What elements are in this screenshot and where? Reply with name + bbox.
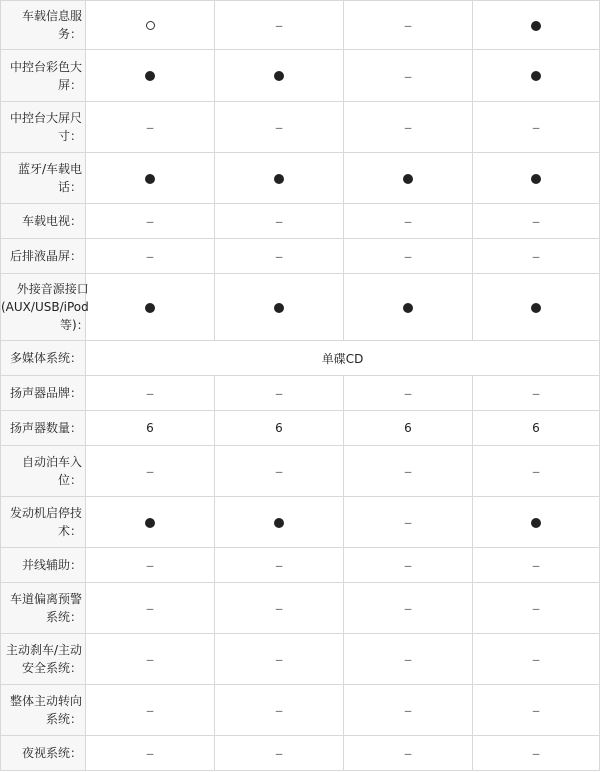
- row-label: [1, 50, 86, 102]
- none-dash: –: [275, 121, 283, 134]
- value-cell: [344, 583, 473, 634]
- standard-dot-icon: [145, 71, 155, 81]
- none-dash: –: [146, 653, 154, 666]
- merged-value-cell: [86, 341, 600, 376]
- none-dash: –: [146, 215, 154, 228]
- row-label-text: 多媒体系统：: [9, 351, 82, 365]
- value-cell: [215, 239, 344, 274]
- value-cell: [86, 1, 215, 50]
- value-cell: [344, 497, 473, 548]
- value-cell: [86, 548, 215, 583]
- value-text: 6: [146, 421, 154, 435]
- none-dash: –: [146, 121, 154, 134]
- value-cell: [344, 153, 473, 204]
- value-cell: [215, 685, 344, 736]
- value-cell: [473, 634, 600, 685]
- value-cell: [344, 1, 473, 50]
- table-row: [1, 634, 600, 685]
- row-label: [1, 411, 86, 446]
- row-label-text: 并线辅助：: [21, 558, 82, 572]
- none-dash: –: [275, 387, 283, 400]
- standard-dot-icon: [531, 21, 541, 31]
- none-dash: –: [404, 250, 412, 263]
- row-label: [1, 634, 86, 685]
- value-cell: [86, 50, 215, 102]
- value-cell: [473, 153, 600, 204]
- row-label-text: 整体主动转向系统：: [9, 694, 82, 726]
- none-dash: –: [532, 704, 540, 717]
- none-dash: –: [404, 747, 412, 760]
- value-cell: [86, 376, 215, 411]
- row-label: [1, 548, 86, 583]
- value-text: 6: [532, 421, 540, 435]
- none-dash: –: [532, 387, 540, 400]
- value-cell: [86, 446, 215, 497]
- value-cell: [215, 1, 344, 50]
- row-label: [1, 376, 86, 411]
- value-cell: [86, 685, 215, 736]
- none-dash: –: [275, 19, 283, 32]
- row-label-text: 车载信息服务：: [21, 9, 82, 41]
- value-cell: [473, 736, 600, 771]
- none-dash: –: [404, 653, 412, 666]
- value-cell: [86, 736, 215, 771]
- value-cell: [86, 634, 215, 685]
- value-cell: [344, 446, 473, 497]
- value-cell: [344, 685, 473, 736]
- value-cell: [473, 497, 600, 548]
- table-row: [1, 736, 600, 771]
- table-row: [1, 50, 600, 102]
- standard-dot-icon: [274, 174, 284, 184]
- row-label-text: 中控台彩色大屏：: [9, 59, 82, 92]
- optional-circle-icon: [146, 21, 155, 30]
- table-row: [1, 102, 600, 153]
- standard-dot-icon: [274, 71, 284, 81]
- value-cell: [215, 274, 344, 341]
- standard-dot-icon: [145, 174, 155, 184]
- none-dash: –: [404, 387, 412, 400]
- row-label-text: 发动机启停技术：: [9, 506, 82, 538]
- spec-table-body: [1, 1, 600, 771]
- none-dash: –: [404, 215, 412, 228]
- value-cell: [344, 736, 473, 771]
- value-cell: [344, 239, 473, 274]
- value-cell: [215, 634, 344, 685]
- none-dash: –: [146, 747, 154, 760]
- value-cell: [473, 102, 600, 153]
- row-label: [1, 204, 86, 239]
- table-row: [1, 204, 600, 239]
- value-cell: [215, 548, 344, 583]
- none-dash: –: [275, 215, 283, 228]
- value-cell: [473, 685, 600, 736]
- value-cell: [344, 634, 473, 685]
- table-row: [1, 583, 600, 634]
- row-label-text: 自动泊车入位：: [21, 455, 82, 487]
- value-cell: [473, 376, 600, 411]
- none-dash: –: [275, 704, 283, 717]
- row-label-text: 外接音源接口(AUX/USB/iPod等)：: [1, 282, 89, 332]
- none-dash: –: [532, 121, 540, 134]
- merged-value-text: 单碟CD: [321, 351, 364, 366]
- value-cell: [473, 446, 600, 497]
- row-label: [1, 446, 86, 497]
- row-label-text: 夜视系统：: [21, 746, 82, 760]
- standard-dot-icon: [274, 518, 284, 528]
- none-dash: –: [404, 704, 412, 717]
- row-label-text: 车载电视：: [21, 214, 82, 228]
- table-row: [1, 376, 600, 411]
- table-row: [1, 274, 600, 341]
- value-cell: [215, 376, 344, 411]
- none-dash: –: [146, 559, 154, 572]
- value-cell: [473, 583, 600, 634]
- none-dash: –: [532, 559, 540, 572]
- standard-dot-icon: [274, 303, 284, 313]
- none-dash: –: [404, 121, 412, 134]
- row-label-text: 扬声器品牌：: [9, 386, 82, 400]
- none-dash: –: [146, 250, 154, 263]
- none-dash: –: [404, 19, 412, 32]
- none-dash: –: [532, 653, 540, 666]
- value-cell: [86, 274, 215, 341]
- value-cell: [86, 204, 215, 239]
- value-cell: [215, 736, 344, 771]
- row-label-text: 扬声器数量：: [9, 421, 82, 435]
- value-text: 6: [275, 421, 283, 435]
- value-cell: [215, 446, 344, 497]
- none-dash: –: [404, 516, 412, 529]
- value-cell: [86, 497, 215, 548]
- standard-dot-icon: [403, 174, 413, 184]
- none-dash: –: [404, 602, 412, 615]
- value-cell: [215, 102, 344, 153]
- value-cell: [473, 239, 600, 274]
- value-cell: [86, 239, 215, 274]
- value-cell: [473, 50, 600, 102]
- standard-dot-icon: [531, 174, 541, 184]
- none-dash: –: [532, 747, 540, 760]
- value-cell: [215, 204, 344, 239]
- none-dash: –: [532, 602, 540, 615]
- none-dash: –: [275, 653, 283, 666]
- value-cell: [473, 204, 600, 239]
- standard-dot-icon: [145, 518, 155, 528]
- value-cell: [473, 411, 600, 446]
- table-row: [1, 239, 600, 274]
- none-dash: –: [404, 69, 412, 83]
- value-cell: [473, 1, 600, 50]
- value-cell: [344, 411, 473, 446]
- row-label: [1, 102, 86, 153]
- value-cell: [344, 102, 473, 153]
- none-dash: –: [146, 465, 154, 478]
- none-dash: –: [146, 704, 154, 717]
- value-cell: [215, 411, 344, 446]
- value-cell: [86, 102, 215, 153]
- table-row: [1, 153, 600, 204]
- none-dash: –: [532, 465, 540, 478]
- value-cell: [215, 153, 344, 204]
- standard-dot-icon: [403, 303, 413, 313]
- row-label: [1, 685, 86, 736]
- value-cell: [344, 204, 473, 239]
- none-dash: –: [532, 215, 540, 228]
- standard-dot-icon: [531, 518, 541, 528]
- value-cell: [215, 50, 344, 102]
- none-dash: –: [404, 465, 412, 478]
- value-cell: [86, 153, 215, 204]
- row-label: [1, 153, 86, 204]
- none-dash: –: [275, 602, 283, 615]
- value-cell: [344, 376, 473, 411]
- row-label: [1, 497, 86, 548]
- row-label-text: 中控台大屏尺寸：: [9, 111, 82, 143]
- value-cell: [215, 497, 344, 548]
- value-text: 6: [404, 421, 412, 435]
- table-row: [1, 1, 600, 50]
- value-cell: [86, 411, 215, 446]
- row-label-text: 蓝牙/车载电话：: [17, 162, 82, 194]
- table-row: [1, 497, 600, 548]
- value-cell: [344, 274, 473, 341]
- value-cell: [473, 274, 600, 341]
- none-dash: –: [275, 559, 283, 572]
- row-label: [1, 239, 86, 274]
- standard-dot-icon: [531, 303, 541, 313]
- table-row: [1, 341, 600, 376]
- row-label: [1, 341, 86, 376]
- value-cell: [344, 50, 473, 102]
- table-row: [1, 548, 600, 583]
- table-row: [1, 685, 600, 736]
- table-row: [1, 411, 600, 446]
- none-dash: –: [275, 747, 283, 760]
- none-dash: –: [532, 250, 540, 263]
- row-label: [1, 274, 89, 341]
- row-label-text: 车道偏离预警系统：: [9, 592, 82, 624]
- none-dash: –: [404, 559, 412, 572]
- value-cell: [344, 548, 473, 583]
- none-dash: –: [146, 387, 154, 400]
- row-label-text: 后排液晶屏：: [9, 249, 82, 263]
- row-label: [1, 736, 86, 771]
- none-dash: –: [275, 250, 283, 263]
- table-row: [1, 446, 600, 497]
- row-label-text: 主动刹车/主动安全系统：: [5, 643, 82, 675]
- value-cell: [473, 548, 600, 583]
- none-dash: –: [275, 465, 283, 478]
- row-label: [1, 1, 86, 50]
- row-label: [1, 583, 86, 634]
- value-cell: [86, 583, 215, 634]
- standard-dot-icon: [531, 71, 541, 81]
- none-dash: –: [146, 602, 154, 615]
- standard-dot-icon: [145, 303, 155, 313]
- value-cell: [215, 583, 344, 634]
